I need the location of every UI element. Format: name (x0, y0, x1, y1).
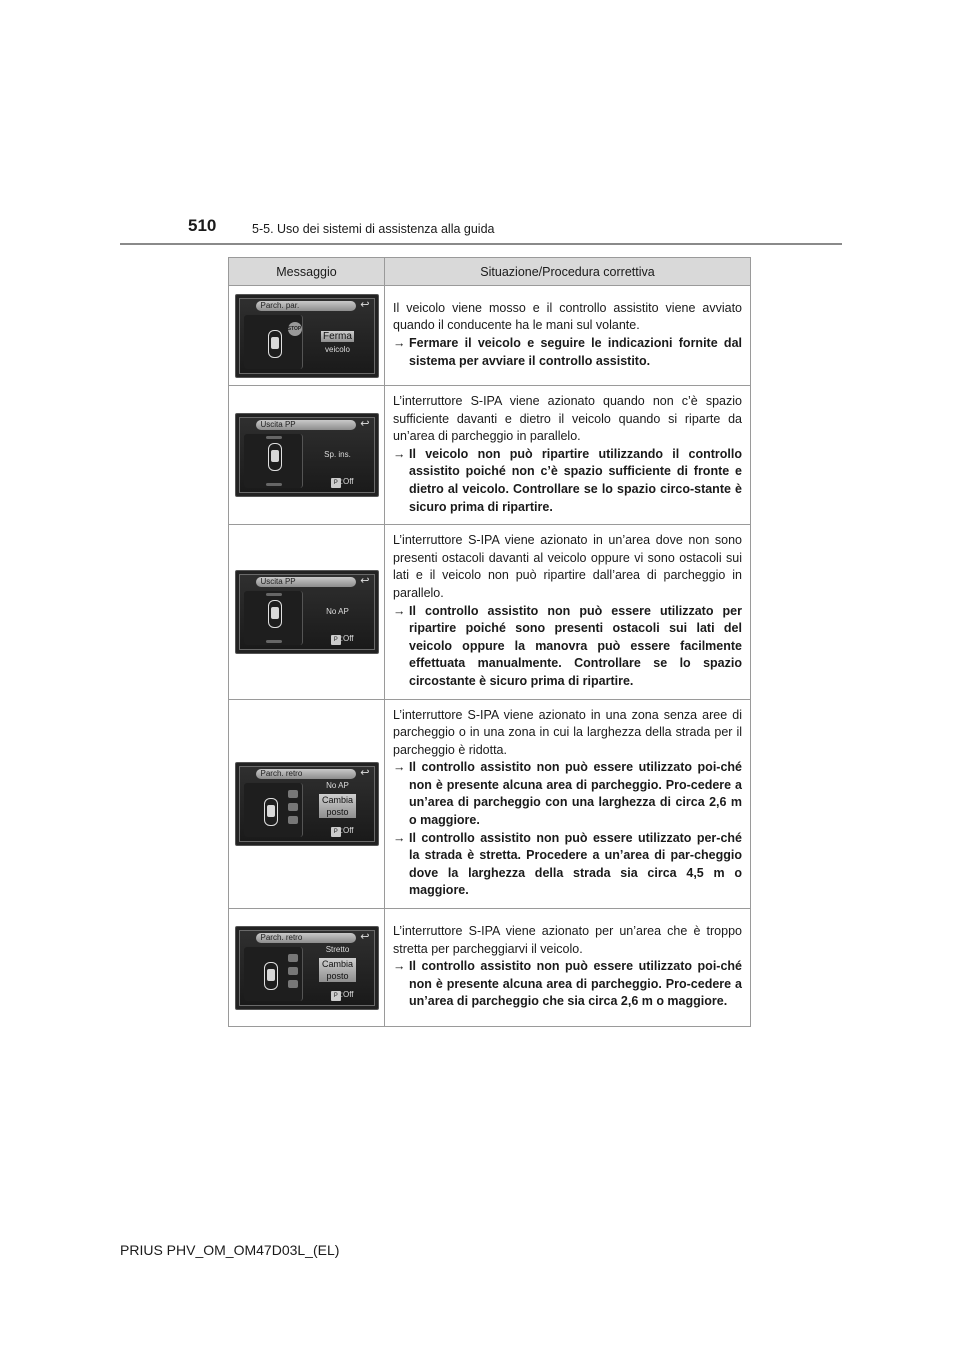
message-cell (229, 286, 385, 386)
vehicle-icon (268, 443, 282, 471)
vehicle-panel (244, 783, 303, 837)
vehicle-icon (264, 962, 278, 990)
back-icon: ↩ (360, 930, 370, 943)
parking-off-indicator: P :Off (331, 476, 354, 488)
back-icon: ↩ (360, 298, 370, 311)
screen-tab: Uscita PP (256, 420, 356, 430)
display-screen (235, 413, 379, 497)
arrow-icon: → (393, 830, 406, 845)
back-icon: ↩ (360, 574, 370, 587)
arrow-icon: → (393, 959, 406, 974)
table-row (229, 386, 751, 525)
screen-tab: Parch. par. (256, 301, 356, 311)
display-screen (235, 762, 379, 846)
stop-icon: STOP (288, 322, 302, 336)
display-screen (235, 926, 379, 1010)
arrow-icon: → (393, 336, 406, 350)
display-screen (235, 294, 379, 378)
parking-off-indicator: P :Off (331, 989, 354, 1001)
table-row (229, 699, 751, 909)
parking-icon: P (331, 991, 341, 1001)
screen-message-veicolo: veicolo (325, 344, 350, 354)
message-table (228, 257, 751, 1027)
procedure-item: → Fermare il veicolo e seguire le indicazioni fornite dal sistema per avviare il controllo assistito. (393, 336, 742, 368)
table-row (229, 909, 751, 1027)
back-icon: ↩ (360, 418, 370, 431)
procedure-item: → Il controllo assistito non può essere utilizzato poi-ché non è presente alcuna area di parcheggio. Pro-cedere a un’area di parcheggio che sia circa 2,6 m o maggiore. (393, 959, 742, 1009)
parking-icon: P (331, 827, 341, 837)
screen-tab: Parch. retro (256, 769, 356, 779)
table-row (229, 286, 751, 386)
screen-message-ferma: Ferma (323, 330, 352, 342)
page-number: 510 (188, 216, 217, 235)
situation-text: L’interruttore S-IPA viene azionato per un’area che è troppo stretta per parcheggiarvi il veicolo. (393, 924, 742, 956)
screen-tab: Parch. retro (256, 933, 356, 943)
table-row (229, 525, 751, 699)
parking-icon: P (331, 478, 341, 488)
message-cell (229, 699, 385, 909)
arrow-icon: → (393, 446, 406, 461)
vehicle-icon (264, 798, 278, 826)
situation-text: Il veicolo viene mosso e il controllo assistito viene avviato quando il conducente ha le mani sul volante. (393, 300, 742, 333)
table-header-row (229, 258, 751, 286)
document-id: PRIUS PHV_OM_OM47D03L_(EL) (120, 1242, 340, 1258)
situation-cell (385, 286, 751, 386)
change-spot-button: Cambia posto (319, 794, 356, 818)
procedure-item: → Il controllo assistito non può essere utilizzato per-ché la strada è stretta. Procedere a un’area di par-cheggio dove la larghezza della strada sia circa 4,5 m o maggiore. (393, 830, 742, 898)
column-header-situation: Situazione/Procedura correttiva (385, 258, 751, 286)
situation-cell (385, 699, 751, 909)
vehicle-panel (244, 434, 303, 488)
display-screen (235, 570, 379, 654)
vehicle-icon (268, 600, 282, 628)
screen-message: Sp. ins. (324, 450, 351, 460)
message-cell (229, 909, 385, 1027)
screen-message: Stretto (325, 944, 350, 954)
message-cell (229, 525, 385, 699)
vehicle-icon (268, 330, 282, 358)
situation-text: L’interruttore S-IPA viene azionato in una zona senza aree di parcheggio o in una zona in cui la larghezza della strada per il parcheggio è ridotta. (393, 707, 742, 757)
vehicle-panel (244, 947, 303, 1001)
back-icon: ↩ (360, 766, 370, 779)
screen-tab: Uscita PP (256, 577, 356, 587)
change-spot-button: Cambia posto (319, 958, 356, 982)
message-cell (229, 386, 385, 525)
arrow-icon: → (393, 760, 406, 775)
situation-text: L’interruttore S-IPA viene azionato quando non c’è spazio sufficiente davanti e dietro il veicolo quando si riparte da un’area di parcheggio in parallelo. (393, 394, 742, 444)
screen-message: No AP (326, 606, 349, 616)
procedure-item: → Il controllo assistito non può essere utilizzato per ripartire poiché sono presenti ostacoli sui lati del veicolo oppure la manovra può essere facilmente effettuata manualmente. Controllare se lo spazio circostante è sicuro prima di ripartire. (393, 603, 742, 688)
situation-text: L’interruttore S-IPA viene azionato in un’area dove non sono presenti ostacoli davanti al veicolo oppure vi sono ostacoli sui lati e il veicolo non può ripartire dall’area di parcheggio in parallelo. (393, 533, 742, 600)
situation-cell (385, 909, 751, 1027)
parking-off-indicator: P :Off (331, 633, 354, 645)
procedure-item: → Il controllo assistito non può essere utilizzato poi-ché non è presente alcuna area di parcheggio. Pro-cedere a un’area di parcheggio con una larghezza di circa 2,6 m o maggiore. (393, 760, 742, 828)
vehicle-panel (244, 591, 303, 645)
column-header-message: Messaggio (229, 258, 385, 286)
parking-off-indicator: P :Off (331, 825, 354, 837)
header-rule (120, 243, 842, 245)
situation-cell (385, 386, 751, 525)
section-title: 5-5. Uso dei sistemi di assistenza alla guida (252, 222, 495, 236)
parking-icon: P (331, 635, 341, 645)
procedure-item: → Il veicolo non può ripartire utilizzando il controllo assistito poiché non c’è spazio sufficiente di fronte e dietro al veicolo. Controllare se lo spazio circo-stante è sicuro prima di ripartire. (393, 446, 742, 514)
situation-cell (385, 525, 751, 699)
screen-message: No AP (326, 780, 349, 790)
arrow-icon: → (393, 603, 406, 618)
